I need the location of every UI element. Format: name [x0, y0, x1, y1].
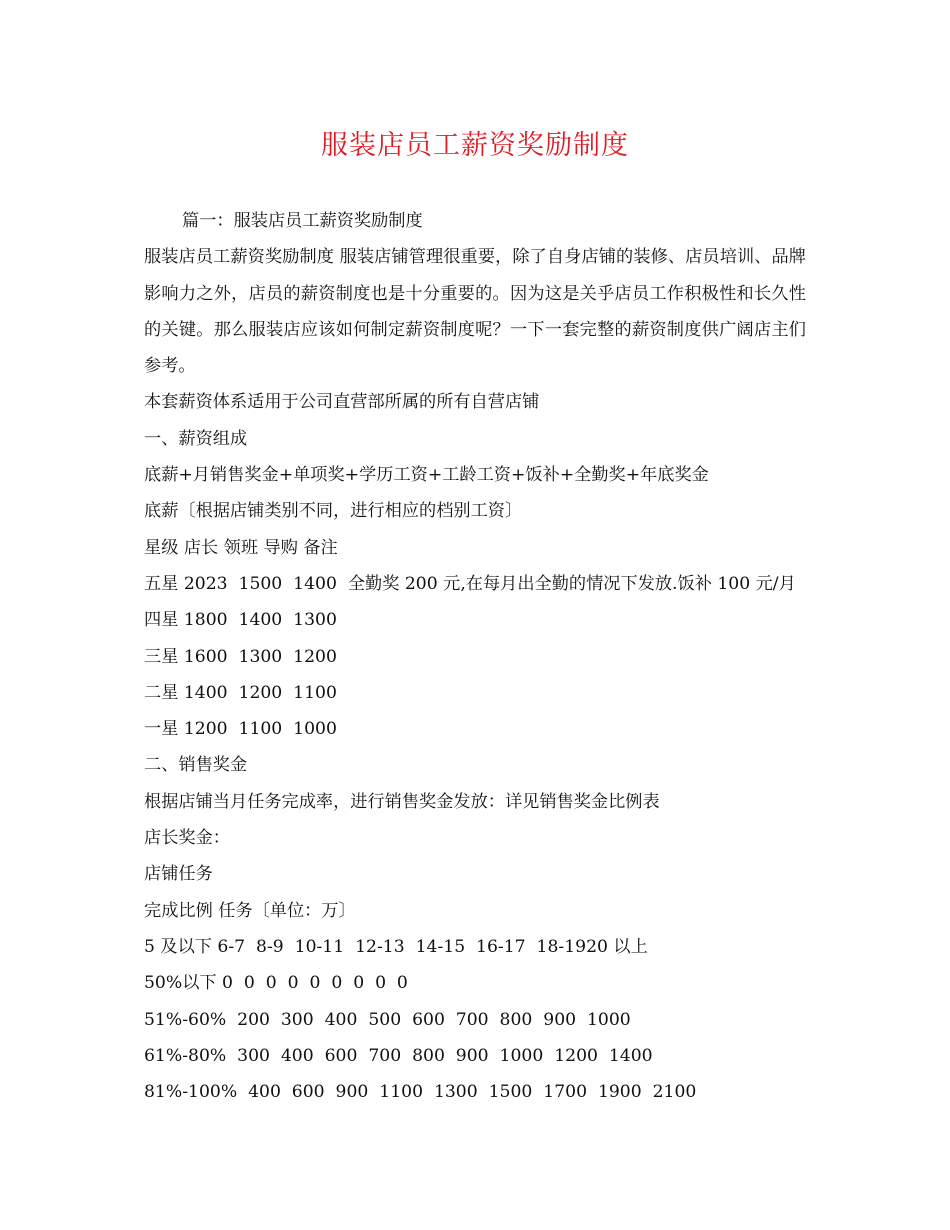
part1-heading: 一、薪资组成	[144, 428, 248, 449]
task-ranges-row: 5 及以下 6-7 8-9 10-11 12-13 14-15 16-17 18-1920 以上	[144, 936, 648, 957]
section-heading: 篇一：服装店员工薪资奖励制度	[182, 211, 423, 231]
bonus-row: 81%-100% 400 600 900 1100 1300 1500 1700 1900 2100	[144, 1082, 697, 1103]
salary-row: 三星 1600 1300 1200	[144, 646, 337, 667]
manager-bonus-label: 店长奖金：	[144, 828, 230, 849]
salary-row: 五星 2023 1500 1400 全勤奖 200 元,在每月出全勤的情况下发放.饭补 100 元/月	[144, 573, 796, 594]
store-task-label: 店铺任务	[144, 864, 213, 885]
salary-formula: 底薪+月销售奖金+单项奖+学历工资+工龄工资+饭补+全勤奖+年底奖金	[144, 465, 709, 486]
scope-paragraph: 本套薪资体系适用于公司直营部所属的所有自营店铺	[144, 392, 540, 413]
bonus-row: 50%以下 0 0 0 0 0 0 0 0 0	[144, 973, 408, 994]
intro-paragraph: 服装店员工薪资奖励制度 服装店铺管理很重要，除了自身店铺的装修、店员培训、品牌影响力之外，店员的薪资制度也是十分重要的。因为这是关乎店员工作积极性和长久性的关键。那么服装店应该如何制定薪资制度呢？一下一套完整的薪资制度供广阔店主们参考。	[144, 247, 806, 377]
document-body	[144, 203, 806, 1110]
salary-row: 二星 1400 1200 1100	[144, 682, 337, 703]
bonus-row: 51%-60% 200 300 400 500 600 700 800 900 1000	[144, 1009, 631, 1030]
part2-heading: 二、销售奖金	[144, 755, 248, 776]
bonus-row: 61%-80% 300 400 600 700 800 900 1000 1200 1400	[144, 1045, 653, 1066]
ratio-table-header: 完成比例 任务〔单位：万〕	[144, 900, 356, 921]
salary-row: 一星 1200 1100 1000	[144, 719, 337, 740]
salary-row: 四星 1800 1400 1300	[144, 610, 337, 631]
base-salary-note: 底薪〔根据店铺类别不同，进行相应的档别工资〕	[144, 501, 523, 522]
salary-table-header: 星级 店长 领班 导购 备注	[144, 537, 338, 558]
document-title: 服装店员工薪资奖励制度	[321, 130, 629, 161]
bonus-intro: 根据店铺当月任务完成率，进行销售奖金发放：详见销售奖金比例表	[144, 791, 660, 812]
